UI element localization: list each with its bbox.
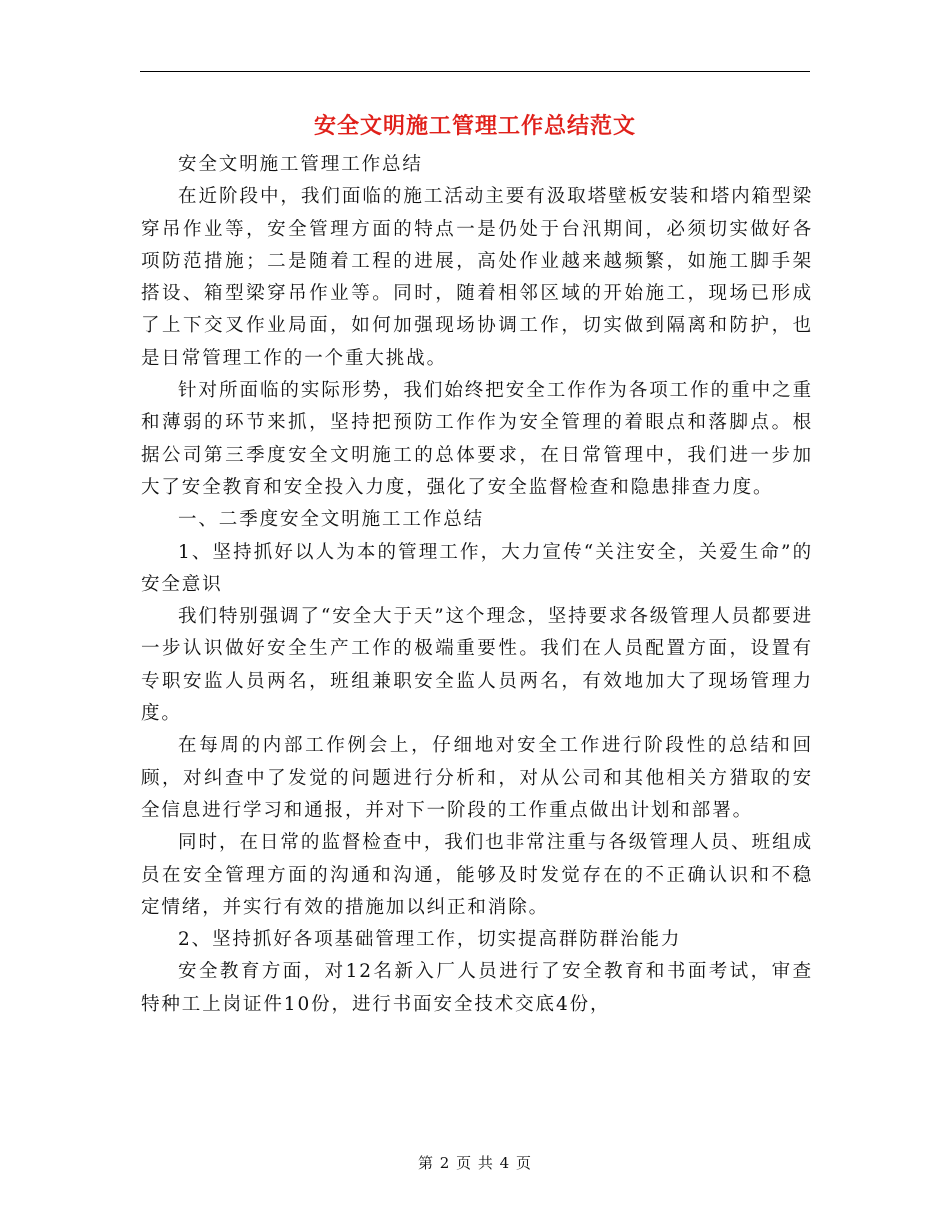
paragraph: 我们特别强调了“安全大于天”这个理念，坚持要求各级管理人员都要进一步认识做好安全生产工作的极端重要性。我们在人员配置方面，设置有专职安监人员两名，班组兼职安全监人员两名，有效地加大了现场管理力度。 [141,606,813,725]
document-title: 安全文明施工管理工作总结范文 [313,113,636,139]
paragraph: 同时，在日常的监督检查中，我们也非常注重与各级管理人员、班组成员在安全管理方面的沟通和沟通，能够及时发觉存在的不正确认识和不稳定情绪，并实行有效的措施加以纠正和消除。 [141,832,813,918]
page-number: 第 2 页 共 4 页 [418,1154,532,1172]
subsection-heading: 2、坚持抓好各项基础管理工作，切实提高群防群治能力 [178,929,682,951]
paragraph: 在每周的内部工作例会上，仔细地对安全工作进行阶段性的总结和回顾，对纠查中了发觉的问题进行分析和，对从公司和其他相关方猎取的安全信息进行学习和通报，并对下一阶段的工作重点做出计划和部署。 [141,735,813,821]
header-rule [140,71,810,72]
paragraph: 安全教育方面，对12名新入厂人员进行了安全教育和书面考试，审查特种工上岗证件10份，进行书面安全技术交底4份， [141,961,813,1015]
document-body [141,149,813,1021]
paragraph-subtitle: 安全文明施工管理工作总结 [178,154,423,175]
paragraph: 针对所面临的实际形势，我们始终把安全工作作为各项工作的重中之重和薄弱的环节来抓，坚持把预防工作作为安全管理的着眼点和落脚点。根据公司第三季度安全文明施工的总体要求，在日常管理中，我们进一步加大了安全教育和安全投入力度，强化了安全监督检查和隐患排查力度。 [141,380,813,498]
subsection-heading: 1、坚持抓好以人为本的管理工作，大力宣传“关注安全，关爱生命”的安全意识 [141,541,813,595]
paragraph: 在近阶段中，我们面临的施工活动主要有汲取塔壁板安装和塔内箱型梁穿吊作业等，安全管理方面的特点一是仍处于台汛期间，必须切实做好各项防范措施；二是随着工程的进展，高处作业越来越频繁，如施工脚手架搭设、箱型梁穿吊作业等。同时，随着相邻区域的开始施工，现场已形成了上下交叉作业局面，如何加强现场协调工作，切实做到隔离和防护，也是日常管理工作的一个重大挑战。 [141,186,813,369]
section-heading: 一、二季度安全文明施工工作总结 [178,509,485,531]
